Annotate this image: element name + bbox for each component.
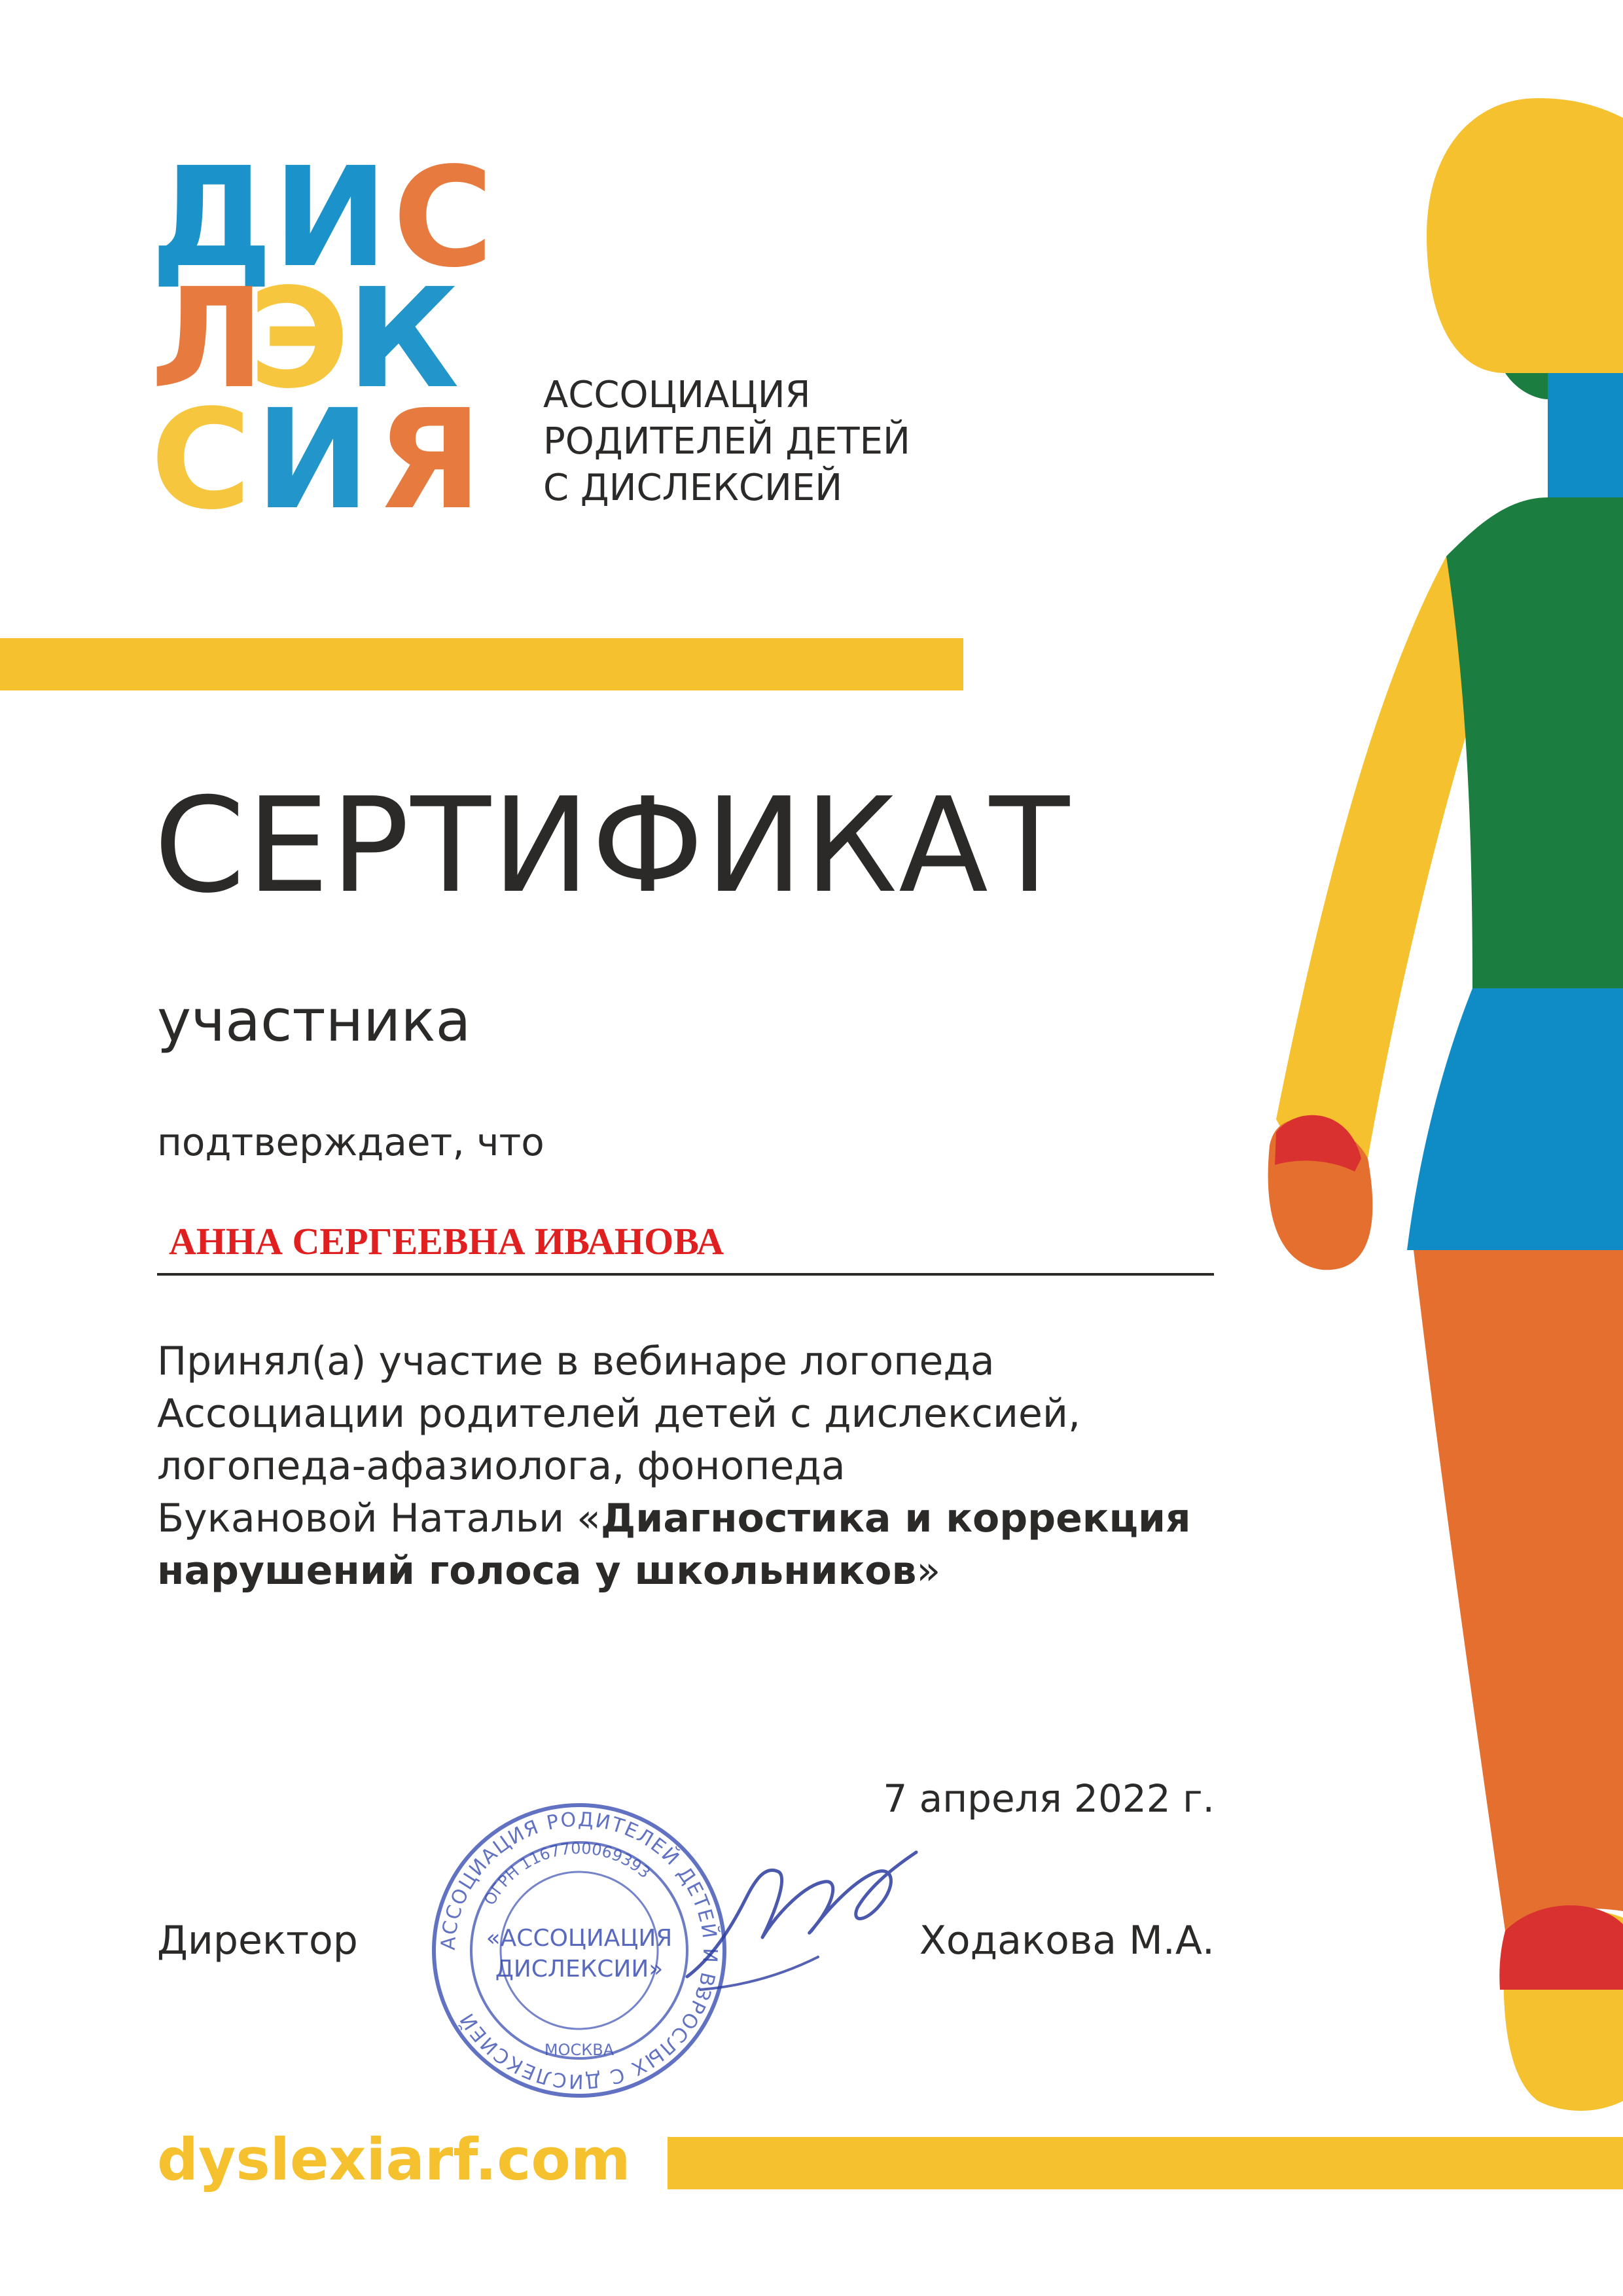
logo-mark xyxy=(151,137,517,540)
figure-torso xyxy=(1446,497,1623,988)
dyslexia-logo-icon xyxy=(151,137,517,540)
certificate-subtitle: участника xyxy=(157,987,471,1054)
director-name: Ходакова М.А. xyxy=(919,1918,1215,1964)
description-text: Букановой Натальи « xyxy=(157,1496,601,1541)
stamp-city: МОСКВА xyxy=(544,2041,615,2059)
figure-head xyxy=(1427,98,1623,373)
webinar-title-part1: Диагностика и коррекция xyxy=(600,1496,1191,1541)
certificate-date: 7 апреля 2022 г. xyxy=(883,1776,1215,1821)
webinar-title-part2: нарушений голоса у школьников xyxy=(157,1548,917,1594)
recipient-name: АННА СЕРГЕЕВНА ИВАНОВА xyxy=(169,1220,724,1263)
organization-name xyxy=(543,372,910,511)
certificate-description xyxy=(157,1335,1230,1597)
description-line: Ассоциации родителей детей с дислексией, xyxy=(157,1391,1081,1437)
confirms-text: подтверждает, что xyxy=(157,1120,544,1164)
logo-letter-k: К xyxy=(347,259,459,419)
top-accent-bar xyxy=(0,638,963,691)
logo-letter-i: И xyxy=(255,380,370,540)
description-line xyxy=(157,1492,1230,1545)
logo-letter-e: Э xyxy=(249,259,350,419)
description-text: » xyxy=(916,1548,941,1594)
bottom-accent-bar xyxy=(668,2137,1623,2189)
logo-letter-s-bottom: С xyxy=(151,380,252,540)
logo-letter-s-top: С xyxy=(393,137,494,298)
description-line: логопеда-афазиолога, фонопеда xyxy=(157,1443,846,1489)
logo-letter-l: Л xyxy=(151,259,265,419)
figure-shorts xyxy=(1407,988,1623,1250)
stamp-center-line2: ДИСЛЕКСИИ» xyxy=(495,1956,664,1982)
organization-name-line: С ДИСЛЕКСИЕЙ xyxy=(543,467,843,509)
figure-neck xyxy=(1548,373,1623,497)
recipient-underline xyxy=(157,1273,1214,1276)
organization-name-line: АССОЦИАЦИЯ xyxy=(543,374,811,416)
stamp-center-line1: «АССОЦИАЦИЯ xyxy=(486,1925,673,1952)
logo-letters-row1: ДИ xyxy=(151,137,388,298)
organization-name-line: РОДИТЕЛЕЙ ДЕТЕЙ xyxy=(543,420,910,463)
stamp-ring-text: АССОЦИАЦИЯ РОДИТЕЛЕЙ ДЕТЕЙ И ВЗРОСЛЫХ С ДИСЛЕКСИЕЙ xyxy=(437,1808,722,2093)
figure-leg xyxy=(1414,1250,1623,1931)
certificate-title: СЕРТИФИКАТ xyxy=(154,770,1071,922)
stamp-ogrn: ОГРН 1167700069393 xyxy=(480,1839,654,1909)
description-line xyxy=(157,1545,1230,1597)
website-link[interactable]: dyslexiarf.com xyxy=(157,2126,631,2193)
description-line: Принял(а) участие в вебинаре логопеда xyxy=(157,1338,995,1384)
director-label: Директор xyxy=(157,1918,358,1964)
person-figure-icon xyxy=(1257,98,1623,2114)
logo-letter-ya: Я xyxy=(376,380,482,540)
